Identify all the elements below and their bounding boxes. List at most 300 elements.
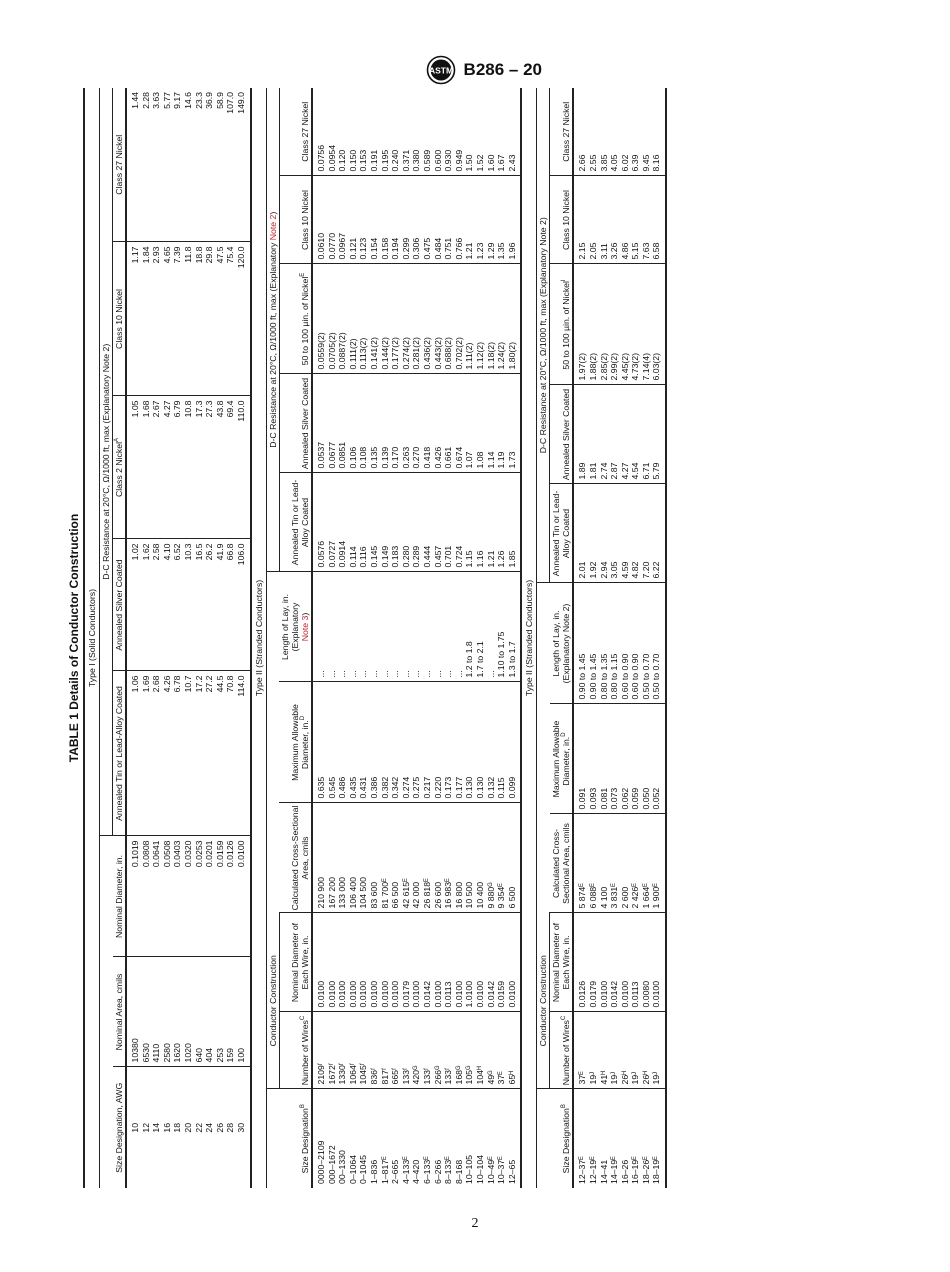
table-cell: 0.50 to 0.70 xyxy=(641,583,652,704)
table-row xyxy=(236,88,251,1188)
table-cell: 0.052 xyxy=(651,704,666,814)
table-cell: 5.15 xyxy=(630,176,641,264)
column-header-text: Annealed Tin or Lead-Alloy Coated xyxy=(551,490,572,577)
table-cell: 0.0677 xyxy=(327,374,338,473)
table-cell: 0.0080 xyxy=(641,913,652,1012)
table-cell: 106.0 xyxy=(236,539,251,671)
table-cell: 1.69 xyxy=(141,671,152,836)
table-cell: 0.949 xyxy=(454,88,465,176)
table-row xyxy=(475,88,486,1188)
table-cell: 4.27 xyxy=(620,385,631,484)
table-cell: 0.0320 xyxy=(183,836,194,957)
table-cell: 26ᴴ xyxy=(620,1012,631,1089)
table-cell: 0.0770 xyxy=(327,176,338,264)
table-cell: 1.0100 xyxy=(464,913,475,1012)
table-cell: 2109ᶠ xyxy=(312,1012,327,1089)
table-cell: 0.263 xyxy=(401,374,412,473)
table-cell: 0.113(2) xyxy=(358,264,369,374)
table-cell: 0.380 xyxy=(411,88,422,176)
table-cell: 18–26ᴱ xyxy=(640,1156,651,1184)
table-cell: 65ᴴ xyxy=(507,1012,522,1089)
table-cell: 6.39 xyxy=(630,88,641,176)
table-cell: 0.724 xyxy=(454,473,465,572)
table-cell: 0.443(2) xyxy=(433,264,444,374)
table-cell: 1.24(2) xyxy=(496,264,507,374)
table-cell: 0.108 xyxy=(358,374,369,473)
table-cell: 0.274 xyxy=(401,682,412,803)
type1-table xyxy=(83,88,252,1188)
table-cell: 0.766 xyxy=(454,176,465,264)
table-cell: 0.135 xyxy=(369,374,380,473)
table-cell: 836ᶠ xyxy=(369,1012,380,1089)
table-cell: 26ᴴ xyxy=(641,1012,652,1089)
table-cell: 7.63 xyxy=(641,176,652,264)
table-cell: 1.85 xyxy=(507,473,522,572)
table-cell: 18 xyxy=(172,1122,183,1133)
table-row xyxy=(401,88,412,1188)
type1-body xyxy=(126,88,251,1188)
table-cell: 1.35 xyxy=(496,176,507,264)
table-cell: 37ᴱ xyxy=(496,1012,507,1089)
table-cell: 16–26 xyxy=(619,1159,630,1184)
table-cell: 107.0 xyxy=(225,88,236,242)
table-cell: 26.2 xyxy=(204,539,215,671)
table-cell: 1620 xyxy=(172,957,183,1067)
table-cell: ... xyxy=(401,572,412,682)
table-cell: 1.62 xyxy=(141,539,152,671)
column-header-text: Annealed Tin or Lead-Alloy Coated xyxy=(290,479,311,566)
footnote-marker: D xyxy=(561,732,568,737)
type2-large-table xyxy=(252,88,523,1188)
logo-text: ASTM xyxy=(428,65,453,76)
table-cell: 4.82 xyxy=(630,484,641,583)
table-cell: 2.93 xyxy=(151,242,162,396)
astm-logo-icon xyxy=(426,55,456,85)
table-cell: 1.06 xyxy=(126,671,141,836)
column-header xyxy=(550,1089,574,1188)
table-cell: 0.0100 xyxy=(599,913,610,1012)
table-cell: 2.74 xyxy=(599,385,610,484)
table-cell: 18–19ᴱ xyxy=(651,1156,662,1184)
table-cell: 9 880ᴳ xyxy=(486,803,497,913)
type2a-dc-group-header xyxy=(266,88,279,572)
table-cell: 0.589 xyxy=(422,88,433,176)
table-cell: 7.20 xyxy=(641,484,652,583)
table-cell: 19ᴶ xyxy=(588,1012,599,1089)
table-cell: 0.0100 xyxy=(312,913,327,1012)
table-cell: 0.0126 xyxy=(225,836,236,957)
table-cell: 47.5 xyxy=(215,242,226,396)
table-cell: 7.39 xyxy=(172,242,183,396)
table-cell: 1.10 to 1.75 xyxy=(496,572,507,682)
table-cell: 0.091 xyxy=(573,704,588,814)
table-cell: 1.02 xyxy=(126,539,141,671)
table-cell: 253 xyxy=(215,957,226,1067)
table-cell: 4.54 xyxy=(630,385,641,484)
table-cell: 16 983ᴱ xyxy=(443,803,454,913)
column-header-text: Annealed Silver Coated xyxy=(561,388,572,481)
type2a-band: Type II (Stranded Conductors) xyxy=(252,88,267,1188)
table-cell: 0.674 xyxy=(454,374,465,473)
table-row xyxy=(588,88,599,1188)
table-cell: 1.81 xyxy=(588,385,599,484)
table-cell: 6–133ᴱ xyxy=(421,1156,432,1184)
table-cell: 0.418 xyxy=(422,374,433,473)
table-cell: 106 400 xyxy=(348,803,359,913)
table-cell: 0.150 xyxy=(348,88,359,176)
table-row xyxy=(225,88,236,1188)
column-header xyxy=(279,176,312,264)
table-cell: 0.545 xyxy=(327,682,338,803)
table-cell: 0.217 xyxy=(422,682,433,803)
table-cell: 0.073 xyxy=(609,704,620,814)
table-cell: 10–49ᴱ xyxy=(485,1156,496,1184)
table-cell: ... xyxy=(337,572,348,682)
table-cell: 0.274(2) xyxy=(401,264,412,374)
table-cell: 0.0159 xyxy=(496,913,507,1012)
table-cell: 0.60 to 0.90 xyxy=(620,583,631,704)
table-cell: 18.8 xyxy=(194,242,205,396)
lay-note-end: ) xyxy=(300,612,311,616)
table-cell: 0.0887(2) xyxy=(337,264,348,374)
table-cell: 120.0 xyxy=(236,242,251,396)
footnote-marker: C xyxy=(300,1015,307,1021)
table-cell: 66.8 xyxy=(225,539,236,671)
table-cell: 6.22 xyxy=(651,484,666,583)
column-header-text: Size Designation xyxy=(561,1108,572,1174)
table-cell: 0.457 xyxy=(433,473,444,572)
table-cell: 0.0100 xyxy=(411,913,422,1012)
table-cell: 0.120 xyxy=(337,88,348,176)
table-cell: 2 600 xyxy=(620,814,631,913)
column-header xyxy=(279,572,312,682)
table-cell: 0.661 xyxy=(443,374,454,473)
table-cell: 0.0967 xyxy=(337,176,348,264)
table-cell: 0.139 xyxy=(380,374,391,473)
column-header xyxy=(550,583,574,704)
table-cell: 1.88(2) xyxy=(588,264,599,385)
table-cell: 0.240 xyxy=(390,88,401,176)
table-cell: 16 xyxy=(161,1122,172,1133)
table-cell: 1.14 xyxy=(486,374,497,473)
table-cell: 0.0100 xyxy=(620,913,631,1012)
table-cell: 0.0508 xyxy=(162,836,173,957)
table-cell: 0.600 xyxy=(433,88,444,176)
table-cell: 2.05 xyxy=(588,176,599,264)
table-cell: 0000–2109 xyxy=(316,1140,327,1184)
table-cell: 0.382 xyxy=(380,682,391,803)
table-cell: 0.342 xyxy=(390,682,401,803)
table-cell: 10–37ᴱ xyxy=(496,1156,507,1184)
table-cell: 0.0954 xyxy=(327,88,338,176)
table-cell: 0.0100 xyxy=(507,913,522,1012)
table-cell: 0.436(2) xyxy=(422,264,433,374)
table-cell: 1.07 xyxy=(464,374,475,473)
table-cell: 30 xyxy=(235,1122,246,1133)
table-cell: 114.0 xyxy=(236,671,251,836)
table-cell: 14–41 xyxy=(598,1159,609,1184)
table-cell: 0.0159 xyxy=(215,836,226,957)
table-cell: 4 100 xyxy=(599,814,610,913)
table-cell: 4.26 xyxy=(162,671,173,836)
table-row xyxy=(443,88,454,1188)
table-cell: 2.94 xyxy=(599,484,610,583)
column-header-text: Length of Lay, in. (Explanatory Note 2) xyxy=(551,603,572,684)
table-cell: 1.84 xyxy=(141,242,152,396)
table-cell: 10.7 xyxy=(183,671,194,836)
table-cell: 1–836 xyxy=(369,1159,379,1184)
type2b-dc-group-header: D-C Resistance at 20°C, Ω/1000 ft, max (Explanatory Note 2) xyxy=(537,88,550,583)
table-cell: 0.0100 xyxy=(337,913,348,1012)
table-cell: 2.99(2) xyxy=(609,264,620,385)
table-cell: 1.18(2) xyxy=(486,264,497,374)
table-cell: 0.444 xyxy=(422,473,433,572)
table-cell: 0.702(2) xyxy=(454,264,465,374)
table-row xyxy=(507,88,522,1188)
table-cell: 17.2 xyxy=(194,671,205,836)
table-cell: 6530 xyxy=(141,957,152,1067)
table-cell: 1.11(2) xyxy=(464,264,475,374)
footnote-marker: C xyxy=(561,1015,568,1021)
table-cell: 104 500 xyxy=(358,803,369,913)
column-header-text: 50 to 100 µin. of Nickel xyxy=(561,281,572,370)
column-header xyxy=(279,682,312,803)
table-cell: 42 615ᴱ xyxy=(401,803,412,913)
column-header-text: Number of Wires xyxy=(561,1020,572,1086)
table-cell: 0.191 xyxy=(369,88,380,176)
table-cell: 75.4 xyxy=(225,242,236,396)
table-row xyxy=(390,88,401,1188)
footnote-marker: E xyxy=(300,272,307,277)
table-cell: 105ᴳ xyxy=(464,1012,475,1089)
table-row xyxy=(573,88,588,1188)
table-cell: 4.27 xyxy=(162,396,173,539)
table-cell: 0.0100 xyxy=(380,913,391,1012)
table-cell: 36.9 xyxy=(204,88,215,242)
table-cell: 0.062 xyxy=(620,704,631,814)
table-cell: 133ᶠ xyxy=(401,1012,412,1089)
table-cell: 16–19ᴱ xyxy=(630,1156,641,1184)
table-cell: 100 xyxy=(236,957,251,1067)
table-cell: 0.289 xyxy=(411,473,422,572)
column-header xyxy=(113,88,127,242)
table-cell: 0.306 xyxy=(411,176,422,264)
table-cell: 0.0113 xyxy=(630,913,641,1012)
table-cell: 817ᶠ xyxy=(380,1012,391,1089)
table-cell: 0.114 xyxy=(348,473,359,572)
column-header xyxy=(550,913,574,1012)
table-cell: 1.89 xyxy=(573,385,588,484)
table-row xyxy=(312,88,327,1188)
table-cell: 0.475 xyxy=(422,176,433,264)
table-cell: 0.435 xyxy=(348,682,359,803)
table-cell: 1.7 to 2.1 xyxy=(475,572,486,682)
table-cell: ... xyxy=(454,572,465,682)
type2b-header-row xyxy=(550,88,574,1188)
table-row xyxy=(126,88,141,1188)
type2a-dc-note-link[interactable]: Note 2 xyxy=(267,214,278,241)
table-cell: 5.79 xyxy=(651,385,666,484)
table-cell: 1.68 xyxy=(141,396,152,539)
table-cell: 404 xyxy=(204,957,215,1067)
column-header-text: Class 2 Nickel xyxy=(114,441,124,498)
table-cell: 0.144(2) xyxy=(380,264,391,374)
table-cell: 9 354ᴱ xyxy=(496,803,507,913)
table-cell: 6.79 xyxy=(172,396,183,539)
table-row xyxy=(496,88,507,1188)
table-cell: 0.0808 xyxy=(141,836,152,957)
table-cell: 12 xyxy=(140,1122,151,1133)
column-header xyxy=(113,957,127,1067)
table-cell: 8–168 xyxy=(453,1159,464,1184)
table-cell: 6.03(2) xyxy=(651,264,666,385)
column-header-text: Class 10 Nickel xyxy=(561,190,572,250)
table-cell: 1.29 xyxy=(486,176,497,264)
table-cell: 10 xyxy=(130,1122,140,1133)
column-header-text: Calculated Cross-Sectional Area, cmils xyxy=(551,823,572,904)
table-cell: 2.15 xyxy=(573,176,588,264)
table-cell: 665ᶠ xyxy=(390,1012,401,1089)
table-cell: 0.0113 xyxy=(443,913,454,1012)
table-cell: 0.173 xyxy=(443,682,454,803)
column-header-text: Annealed Tin or Lead-Alloy Coated xyxy=(114,686,124,821)
table-cell: 0.701 xyxy=(443,473,454,572)
table-cell: 0.099 xyxy=(507,682,522,803)
table-cell: 640 xyxy=(194,957,205,1067)
table-cell: 0.106 xyxy=(348,374,359,473)
table-cell: 2.58 xyxy=(151,539,162,671)
table-cell: 0.635 xyxy=(312,682,327,803)
table-cell: 0.386 xyxy=(369,682,380,803)
table-cell: 1330ᶠ xyxy=(337,1012,348,1089)
table-cell: 3.63 xyxy=(151,88,162,242)
type2a-dc-group-end: ) xyxy=(267,211,278,215)
table-cell: 9.45 xyxy=(641,88,652,176)
table-cell: 0.80 to 1.35 xyxy=(599,583,610,704)
table-cell: 0.1019 xyxy=(126,836,141,957)
table-row xyxy=(369,88,380,1188)
column-header-text: Nominal Diameter of Each Wire, in. xyxy=(551,922,572,1003)
table-cell: ... xyxy=(327,572,338,682)
footnote-marker: B xyxy=(300,1104,307,1109)
table-cell: 4.59 xyxy=(620,484,631,583)
table-cell: 1.12(2) xyxy=(475,264,486,374)
table-cell: 0.80 to 1.15 xyxy=(609,583,620,704)
column-header-text: Maximum Allowable Diameter, in. xyxy=(290,704,311,781)
table-cell: 0.195 xyxy=(380,88,391,176)
column-header xyxy=(550,704,574,814)
table-cell: 8–133ᴱ xyxy=(443,1156,454,1184)
column-header-text: Nominal Diameter of Each Wire, in. xyxy=(290,922,311,1003)
table-cell: 1 900ᴱ xyxy=(651,814,666,913)
table-cell: 26 xyxy=(214,1122,225,1133)
table-cell: 1064ᶠ xyxy=(348,1012,359,1089)
table-cell: 1.50 xyxy=(464,88,475,176)
table-cell: 4–133ᴱ xyxy=(400,1156,411,1184)
column-header xyxy=(279,374,312,473)
table-cell: 2.68 xyxy=(151,671,162,836)
table-cell: 1.05 xyxy=(126,396,141,539)
table-cell: 0.177(2) xyxy=(390,264,401,374)
table-cell: 0.431 xyxy=(358,682,369,803)
column-header-text: Number of Wires xyxy=(300,1020,311,1086)
column-header-text: Nominal Area, cmils xyxy=(114,973,124,1051)
table-cell: 0.0727 xyxy=(327,473,338,572)
table-cell: 22 xyxy=(193,1122,204,1133)
table-row xyxy=(609,88,620,1188)
table-cell: 0.081 xyxy=(599,704,610,814)
table-cell: 000–1672 xyxy=(326,1145,337,1184)
type1-dc-group-header: D-C Resistance at 20°C, Ω/1000 ft, max (Explanatory Note 2) xyxy=(100,88,113,836)
table-cell: 1.52 xyxy=(475,88,486,176)
table-cell: 1045ᶠ xyxy=(358,1012,369,1089)
table-cell: 0.0100 xyxy=(433,913,444,1012)
table-cell: 0.484 xyxy=(433,176,444,264)
column-header-text: Annealed Silver Coated xyxy=(300,377,311,470)
table-cell: 1.26 xyxy=(496,473,507,572)
table-cell: ... xyxy=(390,572,401,682)
table-cell: 0.0179 xyxy=(401,913,412,1012)
column-header xyxy=(550,1012,574,1089)
table-cell: 43.8 xyxy=(215,396,226,539)
table-cell: ... xyxy=(358,572,369,682)
table-cell: 0.930 xyxy=(443,88,454,176)
table-row xyxy=(433,88,444,1188)
table-cell: 29.8 xyxy=(204,242,215,396)
table-cell: ... xyxy=(422,572,433,682)
table-cell: 1.17 xyxy=(126,242,141,396)
table-cell: 0.751 xyxy=(443,176,454,264)
type2-small-table xyxy=(522,88,667,1188)
table-cell: 0.050 xyxy=(641,704,652,814)
table-cell: 16.5 xyxy=(194,539,205,671)
table-cell: 2.43 xyxy=(507,88,522,176)
lay-note-link[interactable]: Note 3 xyxy=(300,615,311,642)
table-cell: 4–420 xyxy=(411,1159,422,1184)
column-header xyxy=(550,814,574,913)
table-cell: 0.111(2) xyxy=(348,264,359,374)
table-row xyxy=(411,88,422,1188)
table-cell: 0.0756 xyxy=(312,88,327,176)
column-header-text: Nominal Diameter, in. xyxy=(114,854,124,939)
table-cell: 10.3 xyxy=(183,539,194,671)
table-cell: 0.90 to 1.45 xyxy=(588,583,599,704)
table-cell: 2580 xyxy=(162,957,173,1067)
column-header-text: Class 10 Nickel xyxy=(300,190,311,250)
table-cell: 3.26 xyxy=(609,176,620,264)
table-row xyxy=(620,88,631,1188)
table-row xyxy=(194,88,205,1188)
column-header xyxy=(279,913,312,1012)
table-cell: 4.65 xyxy=(162,242,173,396)
table-cell: 12–65 xyxy=(506,1159,517,1184)
table-cell: 0.486 xyxy=(337,682,348,803)
table-row xyxy=(454,88,465,1188)
table-row xyxy=(358,88,369,1188)
table-cell: 2.87 xyxy=(609,385,620,484)
table-cell: 0.0641 xyxy=(151,836,162,957)
table-cell: 0.0100 xyxy=(390,913,401,1012)
table-cell: 11.8 xyxy=(183,242,194,396)
table-cell: 0.0100 xyxy=(475,913,486,1012)
table-cell: 12–37ᴱ xyxy=(577,1156,588,1184)
table-cell: 0.371 xyxy=(401,88,412,176)
table-cell: 6.58 xyxy=(651,176,666,264)
table-cell: 0.0914 xyxy=(337,473,348,572)
table-cell: ... xyxy=(433,572,444,682)
table-cell: ... xyxy=(369,572,380,682)
column-header xyxy=(550,484,574,583)
